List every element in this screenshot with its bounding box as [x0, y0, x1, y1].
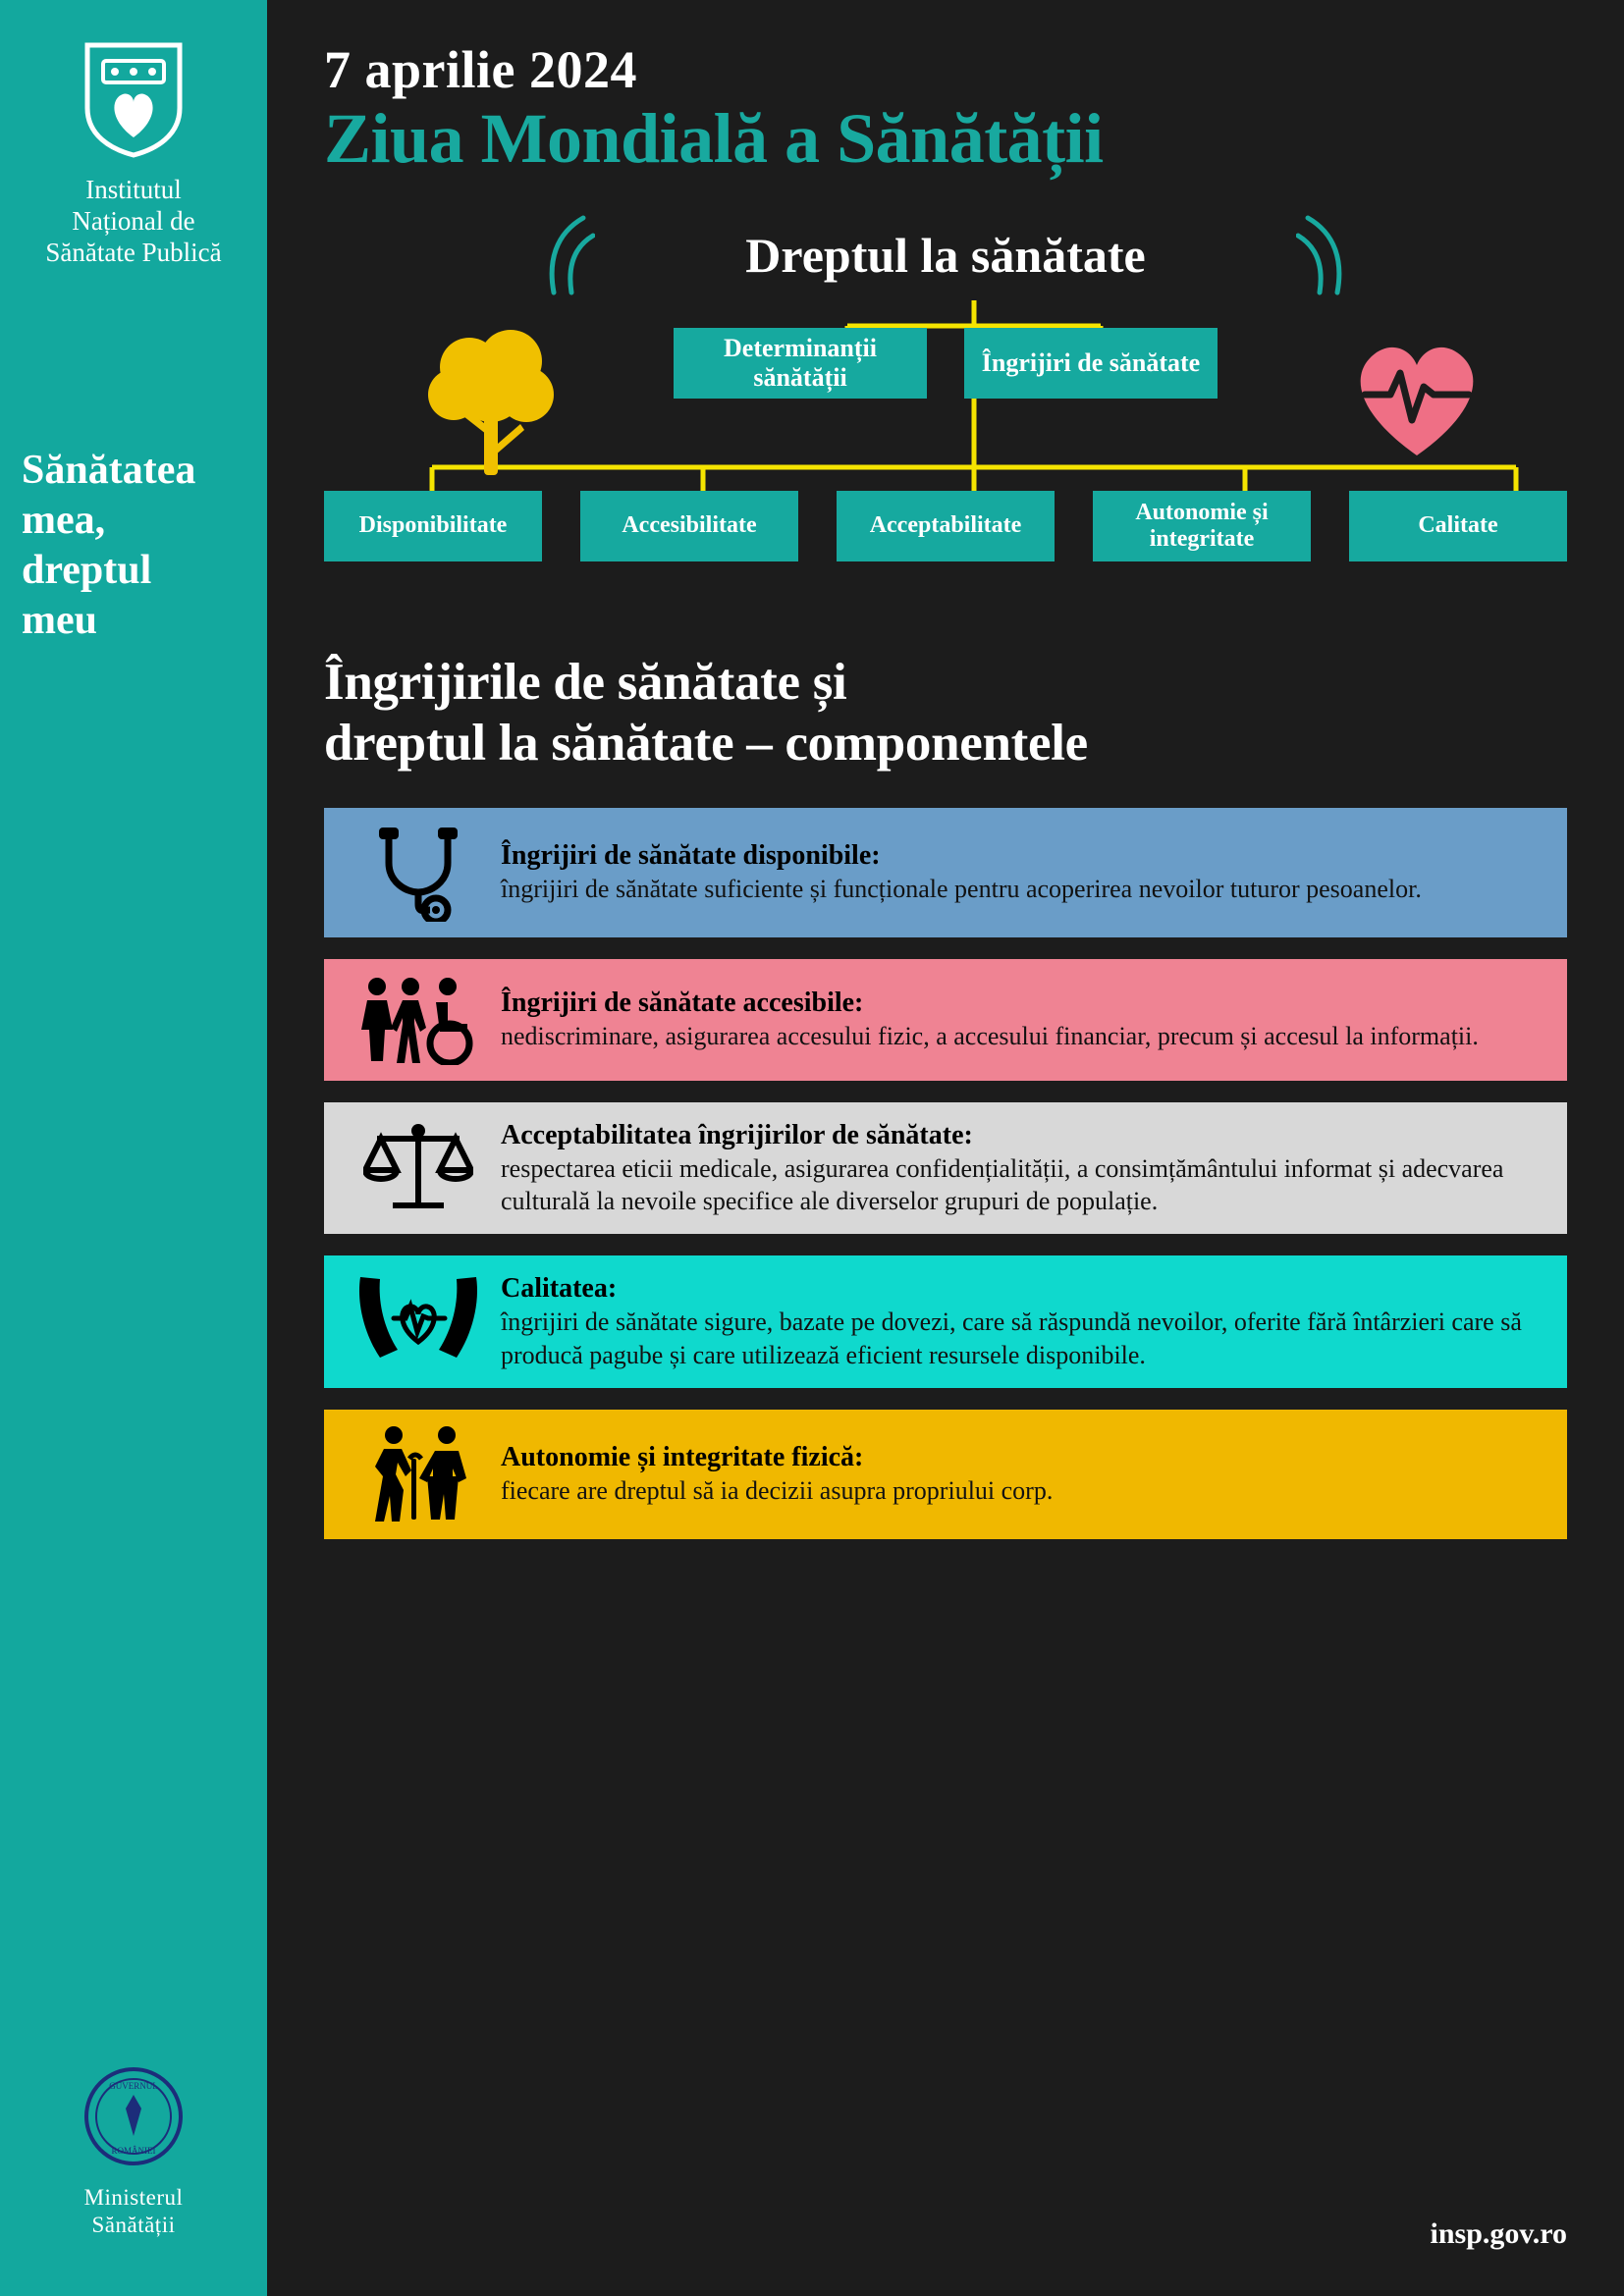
section-heading-line-2: dreptul la sănătate – componentele — [324, 715, 1088, 773]
card-autonomie-integritate — [324, 1410, 1567, 1539]
ministry-line-1: Ministerul — [83, 2184, 184, 2210]
card-acceptabilitate — [324, 1102, 1567, 1235]
main-content — [267, 0, 1624, 2296]
stethoscope-icon — [336, 824, 501, 922]
event-date: 7 aprilie 2024 — [324, 40, 637, 99]
card-text: nediscriminare, asigurarea accesului fizic, a accesului financiar, precum și accesul la informații. — [501, 1022, 1479, 1051]
components-card-list — [324, 808, 1567, 1539]
diagram-root-label: Dreptul la sănătate — [745, 227, 1146, 283]
arc-right-icon — [1296, 214, 1359, 301]
card-body — [501, 986, 1543, 1053]
diagram-node-acceptabilitate: Acceptabilitate — [837, 491, 1055, 561]
card-title: Îngrijiri de sănătate disponibile: — [501, 840, 881, 872]
diagram-node-determinantii-sanatatii: Determinanții sănătății — [674, 328, 927, 399]
ministry-logo-block — [0, 2065, 267, 2239]
slogan-line-1: Sănătatea — [22, 447, 196, 493]
card-body — [501, 1440, 1543, 1508]
card-title: Autonomie și integritate fizică: — [501, 1442, 864, 1473]
insp-logo-block — [0, 35, 267, 269]
slogan-line-2: mea, — [22, 497, 106, 543]
card-text: îngrijiri de sănătate suficiente și funcționale pentru acoperirea nevoilor tuturor pesoanelor. — [501, 875, 1422, 904]
slogan-line-3: dreptul — [22, 548, 152, 594]
ministry-name — [84, 2184, 184, 2239]
section-heading — [324, 652, 1567, 774]
slogan-line-4: meu — [22, 598, 97, 644]
card-ingrijiri-disponibile — [324, 808, 1567, 937]
campaign-slogan — [0, 446, 267, 647]
card-ingrijiri-accesibile — [324, 959, 1567, 1081]
card-title: Acceptabilitatea îngrijirilor de sănătate: — [501, 1119, 973, 1150]
institute-name-line2: Național de — [72, 205, 195, 236]
diagram-node-autonomie-si-integritate: Autonomie și integritate — [1093, 491, 1311, 561]
diagram-node-ingrijiri-de-sanatate: Îngrijiri de sănătate — [964, 328, 1218, 399]
card-title: Calitatea: — [501, 1273, 618, 1305]
svg-text:ROMÂNIEI: ROMÂNIEI — [111, 2145, 156, 2156]
institute-name-line1: Institutul — [85, 175, 182, 204]
card-calitatea — [324, 1255, 1567, 1388]
card-body — [501, 838, 1543, 906]
card-body — [501, 1118, 1543, 1219]
hands-heart-pulse-icon — [336, 1273, 501, 1371]
elderly-persons-icon — [336, 1425, 501, 1523]
insp-shield-logo — [80, 35, 188, 161]
ministry-line-2: Sănătății — [91, 2212, 176, 2237]
card-body — [501, 1271, 1543, 1372]
people-accessibility-icon — [336, 975, 501, 1065]
card-title: Îngrijiri de sănătate accesibile: — [501, 988, 864, 1019]
sidebar — [0, 0, 267, 2296]
rights-tree-diagram — [324, 210, 1567, 632]
svg-text:GUVERNUL: GUVERNUL — [109, 2080, 158, 2091]
diagram-tier-2 — [324, 328, 1567, 399]
arc-left-icon — [532, 214, 595, 301]
institute-name-line3: Sănătate Publică — [45, 237, 222, 267]
website-url[interactable]: insp.gov.ro — [1430, 2217, 1567, 2250]
page-title: Ziua Mondială a Sănătății — [324, 99, 1104, 178]
section-heading-line-1: Îngrijirile de sănătate și — [324, 653, 847, 711]
diagram-node-disponibilitate: Disponibilitate — [324, 491, 542, 561]
card-text: respectarea eticii medicale, asigurarea confidențialității, a consimțământului informat și adecvarea culturală la nevoile specifice ale diverselor grupuri de populație. — [501, 1153, 1504, 1216]
card-text: îngrijiri de sănătate sigure, bazate pe dovezi, care să răspundă nevoilor, oferite fără întârzieri care să producă pagube și care utilizează eficient resursele disponibile. — [501, 1308, 1522, 1370]
diagram-node-accesibilitate: Accesibilitate — [580, 491, 798, 561]
diagram-node-calitate: Calitate — [1349, 491, 1567, 561]
guvernul-romaniei-seal — [82, 2065, 185, 2172]
diagram-tier-3 — [324, 491, 1567, 561]
card-text: fiecare are dreptul să ia decizii asupra propriului corp. — [501, 1476, 1054, 1506]
institute-name — [45, 175, 221, 269]
balance-scale-icon — [336, 1119, 501, 1217]
